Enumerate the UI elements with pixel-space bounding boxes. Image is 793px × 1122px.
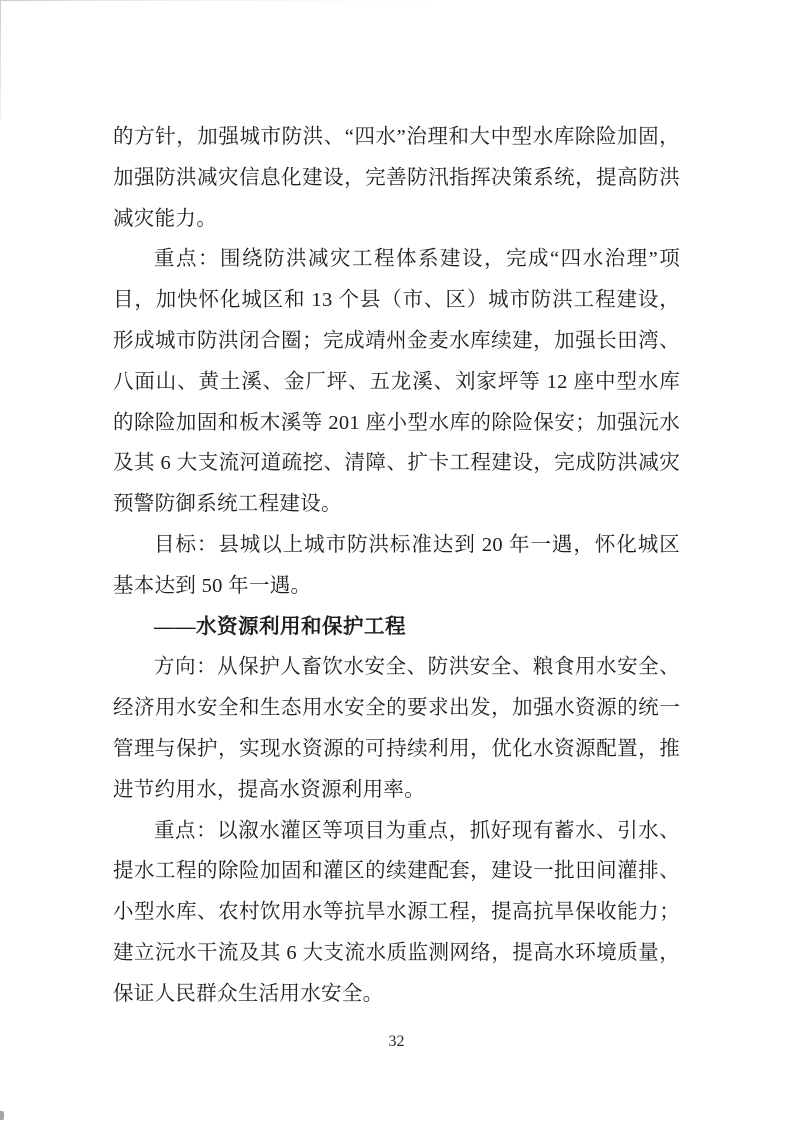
paragraph-flood-goal: 目标：县城以上城市防洪标准达到 20 年一遇，怀化城区基本达到 50 年一遇。 [113,533,680,597]
page-number: 32 [388,1033,405,1050]
page-content [113,117,680,1015]
scan-speck-artifact [0,1111,4,1120]
section-heading-water-resources: ——水资源利用和保护工程 [154,615,406,638]
paragraph-water-direction: 方向：从保护人畜饮水安全、防洪安全、粮食用水安全、经济用水安全和生态用水安全的要求出发，加强水资源的统一管理与保护，实现水资源的可持续利用，优化水资源配置，推进节约用水，提高水资源利用率。 [113,656,680,801]
paragraph-water-key-points: 重点：以溆水灌区等项目为重点，抓好现有蓄水、引水、提水工程的除险加固和灌区的续建配套，建设一批田间灌排、小型水库、农村饮用水等抗旱水源工程，提高抗旱保收能力；建立沅水干流及其 6 大支流水质监测网络，提高水环境质量，保证人民群众生活用水安全。 [113,819,680,1005]
paragraph-flood-key-points: 重点：围绕防洪减灾工程体系建设，完成“四水治理”项目，加快怀化城区和 13 个县（市、区）城市防洪工程建设，形成城市防洪闭合圈；完成靖州金麦水库续建，加强长田湾、八面山、黄土溪、金厂坪、五龙溪、刘家坪等 12 座中型水库的除险加固和板木溪等 201 座小型水库的除险保安；加强沅水及其 6 大支流河道疏挖、清障、扩卡工程建设，完成防洪减灾预警防御系统工程建设。 [113,248,680,516]
scan-edge-artifact-left [0,0,1,120]
paragraph-continuation: 的方针，加强城市防洪、“四水”治理和大中型水库除险加固，加强防洪减灾信息化建设，完善防汛指挥决策系统，提高防洪减灾能力。 [113,126,680,230]
scan-edge-artifact-top [0,0,793,1]
